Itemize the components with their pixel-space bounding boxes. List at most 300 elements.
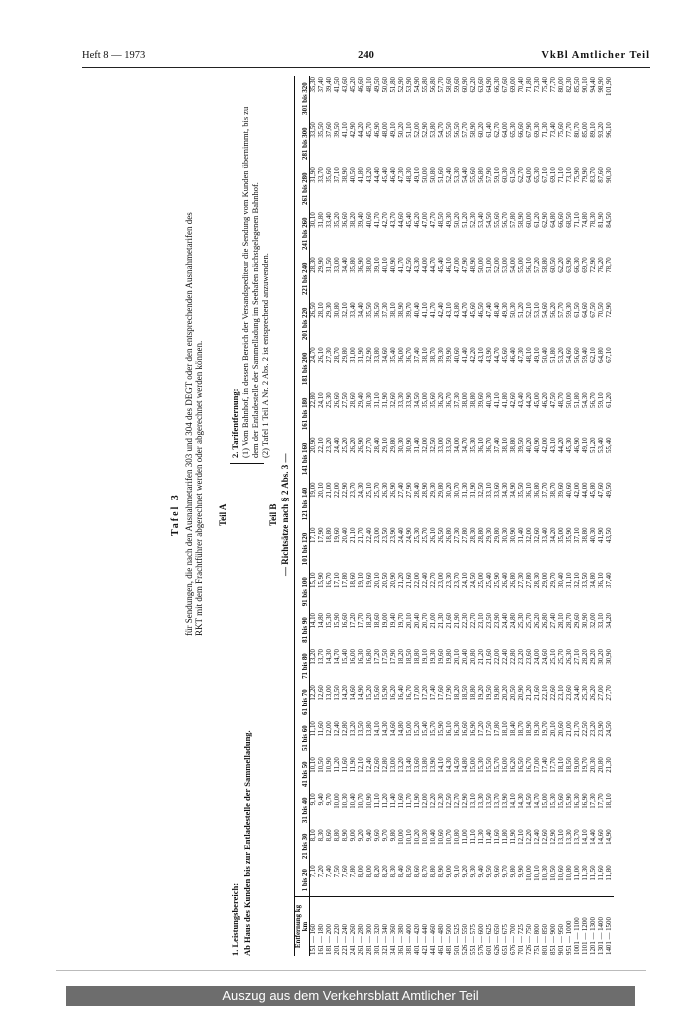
rate-cell: 71,10 [558,167,565,183]
rate-cell: 13,90 [430,757,437,773]
rate-cell: 12,10 [358,757,365,773]
rate-cell: 29,40 [358,392,365,408]
table-row [462,76,470,956]
rate-cell: 45,30 [566,437,573,453]
rate-cell: 28,70 [566,613,573,629]
rate-cell: 27,90 [406,482,413,498]
rate-cell: 18,20 [398,649,405,665]
rate-cell: 14,40 [590,829,597,845]
rate-cell: 20,70 [422,613,429,629]
rate-cell: 39,40 [358,212,365,228]
rate-cell: 38,10 [390,302,397,318]
rate-cell: 61,20 [534,212,541,228]
rate-cell: 85,50 [574,77,581,93]
table-row [374,76,382,956]
page-header [82,50,650,64]
rate-cell: 48,30 [406,167,413,183]
rate-cell: 47,60 [598,482,605,498]
rate-cell: 25,70 [422,527,429,543]
distance-range-cell: 1301 — 1400 [598,897,606,956]
rate-cell: 38,70 [550,482,557,498]
table-row [502,76,510,956]
rate-cell: 21,60 [446,613,453,629]
rate-cell: 38,20 [350,212,357,228]
rate-cell: 15,70 [430,721,437,737]
rate-cell: 10,00 [526,865,533,881]
rate-cell: 11,60 [398,793,405,809]
rate-cell: 40,90 [390,257,397,273]
footer-rule [56,970,646,971]
rate-cell: 38,00 [366,257,373,273]
rate-cell: 21,20 [526,685,533,701]
table-row [574,76,582,956]
rate-cell: 13,50 [486,793,493,809]
rate-cell: 13,70 [574,829,581,845]
rate-cell: 15,90 [438,721,445,737]
rate-cell: 18,50 [406,649,413,665]
rate-cell: 11,20 [334,757,341,773]
rate-cell: 11,80 [606,865,613,881]
rate-cell: 25,30 [582,685,589,701]
rate-cell: 19,80 [494,685,501,701]
rate-cell: 80,70 [574,122,581,138]
rate-cell: 21,20 [398,572,405,588]
rate-cell: 34,80 [590,572,597,588]
rate-cell: 11,90 [350,757,357,773]
table-row [582,76,590,956]
rate-cell: 30,80 [334,302,341,318]
rate-cell: 96,10 [606,122,613,138]
rate-cell: 23,10 [558,685,565,701]
rate-cell: 62,20 [558,257,565,273]
rate-cell: 36,60 [342,212,349,228]
rate-cell: 10,10 [310,757,317,773]
rate-cell: 40,40 [414,302,421,318]
rate-cell: 51,10 [406,122,413,138]
rate-cell: 16,70 [326,572,333,588]
distance-range-cell: 701 — 725 [518,897,526,956]
rate-cell: 59,10 [494,167,501,183]
distance-range-cell: 241 — 260 [350,897,358,956]
rate-cell: 18,10 [606,793,613,809]
rate-cell: 55,40 [606,437,613,453]
weight-column-header: 161 bis 180 [295,391,310,436]
rate-cell: 17,10 [310,527,317,543]
rate-cell: 12,50 [446,793,453,809]
rate-cell: 64,90 [486,77,493,93]
rate-cell: 48,50 [438,212,445,228]
rate-cell: 36,80 [534,482,541,498]
rate-cell: 38,90 [398,302,405,318]
rate-cell: 47,70 [430,212,437,228]
rate-cell: 35,30 [310,77,317,93]
rate-cell: 13,00 [326,685,333,701]
rate-cell: 50,40 [542,347,549,363]
rate-cell: 35,00 [558,527,565,543]
rate-cell: 39,40 [326,77,333,93]
rate-cell: 16,80 [366,649,373,665]
rate-cell: 24,00 [534,649,541,665]
rate-cell: 69,10 [550,167,557,183]
rate-cell: 64,00 [526,167,533,183]
rate-cell: 85,00 [582,122,589,138]
rate-cell: 71,30 [542,122,549,138]
rate-cell: 19,50 [486,685,493,701]
rate-cell: 78,70 [606,257,613,273]
table-row [438,76,446,956]
rate-cell: 17,00 [414,685,421,701]
rate-cell: 9,80 [510,865,517,878]
rate-cell: 14,10 [310,613,317,629]
rate-cell: 26,90 [358,437,365,453]
rate-cell: 17,00 [534,757,541,773]
rate-cell: 11,40 [390,793,397,809]
rate-cell: 29,90 [318,257,325,273]
rate-cell: 20,10 [454,649,461,665]
rate-cell: 17,30 [590,793,597,809]
rate-table [294,76,614,956]
rate-cell: 31,10 [374,392,381,408]
rate-cell: 20,20 [502,685,509,701]
rate-cell: 31,30 [462,482,469,498]
rate-cell: 33,00 [438,437,445,453]
rate-cell: 51,00 [486,257,493,273]
rate-cell: 27,70 [606,685,613,701]
rate-cell: 58,80 [542,257,549,273]
weight-column-header: 101 bis 120 [295,526,310,571]
rate-cell: 25,00 [478,572,485,588]
rate-cell: 22,90 [342,482,349,498]
weight-column-header: 91 bis 100 [295,571,310,612]
rate-cell: 36,70 [486,437,493,453]
rate-cell: 8,90 [342,829,349,842]
rate-cell: 17,50 [486,721,493,737]
rate-cell: 27,10 [574,649,581,665]
rate-cell: 28,70 [334,347,341,363]
rate-cell: 34,70 [462,437,469,453]
rate-cell: 22,80 [310,392,317,408]
rate-cell: 42,00 [542,437,549,453]
rate-cell: 14,10 [374,721,381,737]
rate-cell: 43,40 [518,392,525,408]
rate-cell: 28,90 [422,482,429,498]
table-row [558,76,566,956]
rate-cell: 43,10 [550,437,557,453]
rate-cell: 18,80 [470,685,477,701]
rate-cell: 13,70 [494,793,501,809]
weight-column-header: 201 bis 220 [295,301,310,346]
rate-cell: 36,20 [438,392,445,408]
rate-cell: 21,00 [326,482,333,498]
rate-cell: 26,20 [350,437,357,453]
rate-cell: 79,90 [582,167,589,183]
rate-cell: 48,00 [382,122,389,138]
rate-cell: 15,60 [374,685,381,701]
rate-cell: 16,20 [390,685,397,701]
rate-cell: 46,20 [414,212,421,228]
table-row [430,76,438,956]
rate-cell: 80,00 [558,77,565,93]
rate-cell: 39,60 [558,482,565,498]
rate-cell: 29,60 [574,613,581,629]
rate-cell: 72,90 [606,302,613,318]
rate-cell: 48,10 [526,347,533,363]
rate-cell: 44,00 [422,257,429,273]
rate-cell: 26,80 [542,613,549,629]
rate-cell: 11,10 [310,721,317,737]
rate-cell: 23,60 [566,685,573,701]
rate-cell: 27,40 [550,613,557,629]
rate-cell: 54,50 [486,212,493,228]
rate-cell: 36,10 [598,572,605,588]
rate-cell: 22,70 [430,572,437,588]
rate-cell: 10,40 [430,829,437,845]
rate-cell: 42,00 [574,482,581,498]
rate-cell: 44,00 [582,482,589,498]
table-row [518,76,526,956]
rate-cell: 58,90 [518,212,525,228]
distance-range-cell: 626 — 650 [494,897,502,956]
rate-cell: 37,30 [454,392,461,408]
weight-column-header: 61 bis 70 [295,684,310,720]
rate-cell: 40,60 [566,482,573,498]
distance-range-cell: 361 — 380 [398,897,406,956]
rate-cell: 30,30 [366,392,373,408]
rate-cell: 44,20 [526,392,533,408]
rate-cell: 8,80 [334,829,341,842]
rate-cell: 57,20 [534,257,541,273]
rate-cell: 32,10 [342,302,349,318]
rate-cell: 8,00 [358,865,365,878]
rate-cell: 15,00 [406,721,413,737]
rate-cell: 41,80 [502,392,509,408]
rate-cell: 28,40 [374,437,381,453]
distance-range-cell: 751 — 800 [534,897,542,956]
tarifentfernung-rule-1: (1) Vom Bahnhof, in dessen Bereich der Versandspediteur die Sendung vom Kunden übernimmt, bis zu dem der Entladestelle der Sammelladung im Seehafen nächstgelegenen Bahnhof. [240,106,260,458]
footer-banner: Auszug aus dem Verkehrsblatt Amtlicher Teil [66,986,635,1006]
rate-cell: 38,80 [510,437,517,453]
rate-cell: 9,20 [462,865,469,878]
rate-cell: 9,40 [318,793,325,806]
rate-cell: 27,00 [598,685,605,701]
rate-cell: 13,10 [470,793,477,809]
rate-cell: 62,70 [518,167,525,183]
rate-cell: 51,20 [518,302,525,318]
rate-cell: 38,10 [502,437,509,453]
rate-cell: 8,50 [406,865,413,878]
weight-column-header: 81 bis 90 [295,612,310,648]
rate-cell: 52,00 [494,257,501,273]
rate-cell: 7,80 [350,865,357,878]
rate-cell: 23,60 [526,649,533,665]
rate-cell: 20,90 [518,685,525,701]
rate-cell: 67,10 [542,167,549,183]
rate-cell: 26,60 [334,392,341,408]
rate-cell: 12,40 [366,757,373,773]
rate-cell: 21,60 [534,685,541,701]
rate-cell: 48,40 [494,302,501,318]
rate-cell: 18,50 [566,757,573,773]
rate-cell: 22,10 [318,437,325,453]
table-row [422,76,430,956]
table-row [478,76,486,956]
rate-cell: 36,10 [526,482,533,498]
rate-cell: 53,40 [478,212,485,228]
rate-cell: 82,30 [566,77,573,93]
rate-cell: 43,90 [486,347,493,363]
rate-cell: 23,20 [518,649,525,665]
rate-cell: 9,60 [494,865,501,878]
rate-cell: 60,90 [462,77,469,93]
rate-cell: 55,80 [422,77,429,93]
rate-cell: 35,20 [334,212,341,228]
rate-cell: 30,90 [406,437,413,453]
rate-cell: 46,60 [358,77,365,93]
rate-cell: 33,50 [582,572,589,588]
rate-cell: 9,70 [326,793,333,806]
rate-cell: 77,70 [566,122,573,138]
rate-cell: 16,30 [574,793,581,809]
rate-cell: 50,00 [566,392,573,408]
rate-cell: 48,10 [366,77,373,93]
rate-cell: 76,20 [598,257,605,273]
rate-cell: 50,30 [510,302,517,318]
rate-cell: 10,30 [542,865,549,881]
rate-cell: 50,20 [454,212,461,228]
rate-cell: 29,10 [382,437,389,453]
rate-cell: 49,30 [446,212,453,228]
rate-cell: 23,10 [478,613,485,629]
rate-cell: 9,70 [502,865,509,878]
rate-cell: 59,30 [566,302,573,318]
rate-cell: 55,60 [494,212,501,228]
rate-cell: 45,40 [406,212,413,228]
rate-cell: 56,60 [574,347,581,363]
rate-cell: 17,60 [438,685,445,701]
rate-cell: 18,80 [326,527,333,543]
rate-cell: 64,00 [502,122,509,138]
rate-cell: 29,80 [342,347,349,363]
rate-cell: 8,40 [398,865,405,878]
rate-cell: 33,10 [598,613,605,629]
rate-cell: 19,60 [438,649,445,665]
rate-cell: 17,90 [318,527,325,543]
table-row [310,76,319,956]
rate-cell: 19,00 [574,757,581,773]
rate-cell: 15,20 [414,721,421,737]
rate-cell: 65,30 [534,167,541,183]
rate-cell: 33,50 [310,122,317,138]
rate-cell: 74,80 [582,212,589,228]
rate-cell: 10,20 [414,829,421,845]
tarifentfernung-block [230,98,270,458]
rate-cell: 11,30 [582,865,589,881]
rate-cell: 12,80 [382,757,389,773]
rate-cell: 54,90 [414,77,421,93]
rate-cell: 27,80 [462,527,469,543]
rate-cell: 32,00 [590,613,597,629]
table-row [470,76,478,956]
rate-cell: 35,60 [430,392,437,408]
rate-cell: 35,80 [350,257,357,273]
rate-cell: 64,80 [598,347,605,363]
rate-cell: 56,80 [478,167,485,183]
rate-cell: 44,60 [398,212,405,228]
rate-cell: 40,20 [526,437,533,453]
rate-cell: 45,20 [350,77,357,93]
table-row [342,76,350,956]
rate-cell: 47,90 [462,257,469,273]
rate-cell: 13,80 [422,757,429,773]
rate-cell: 11,00 [574,865,581,881]
rate-cell: 57,70 [438,77,445,93]
rate-cell: 37,60 [326,122,333,138]
rate-cell: 9,50 [486,865,493,878]
rate-cell: 18,10 [502,721,509,737]
rate-cell: 10,00 [398,829,405,845]
rate-cell: 38,80 [470,392,477,408]
header-rule [82,67,650,68]
rate-cell: 63,60 [478,77,485,93]
rate-cell: 42,50 [406,257,413,273]
rate-cell: 30,20 [446,482,453,498]
rate-cell: 15,00 [542,793,549,809]
rate-cell: 33,60 [494,482,501,498]
rate-cell: 11,40 [486,829,493,845]
rate-cell: 24,90 [406,527,413,543]
rate-cell: 13,20 [398,757,405,773]
rate-cell: 90,30 [606,167,613,183]
rate-cell: 36,90 [358,257,365,273]
rate-cell: 10,60 [558,865,565,881]
rate-cell: 20,90 [310,437,317,453]
distance-range-cell: 1401 — 1500 [606,897,614,956]
rate-cell: 10,80 [566,865,573,881]
rate-cell: 50,60 [382,77,389,93]
rate-cell: 21,00 [566,721,573,737]
rate-cell: 73,40 [550,122,557,138]
rate-cell: 13,00 [390,757,397,773]
rate-cell: 14,30 [326,649,333,665]
rate-cell: 35,60 [326,167,333,183]
rate-cell: 27,30 [518,572,525,588]
distance-range-cell: 341 — 360 [390,897,398,956]
table-row [590,76,598,956]
distance-range-cell: 261 — 280 [358,897,366,956]
rate-cell: 9,40 [366,829,373,842]
table-row [414,76,422,956]
rate-cell: 59,60 [454,77,461,93]
rate-cell: 14,30 [382,721,389,737]
rate-cell: 9,80 [390,829,397,842]
section-divider [230,463,264,464]
rate-cell: 25,70 [558,649,565,665]
rate-cell: 15,90 [334,613,341,629]
rate-cell: 43,20 [366,167,373,183]
rate-cell: 46,90 [574,437,581,453]
rate-cell: 49,30 [502,302,509,318]
rate-cell: 32,50 [430,437,437,453]
rate-cell: 24,60 [542,649,549,665]
rate-cell: 52,10 [526,302,533,318]
rate-cell: 12,10 [518,829,525,845]
rate-cell: 23,70 [350,482,357,498]
rate-cell: 26,20 [534,613,541,629]
rate-cell: 57,70 [558,302,565,318]
rate-cell: 32,60 [390,392,397,408]
rate-cell: 16,90 [470,721,477,737]
rate-cell: 49,50 [606,482,613,498]
